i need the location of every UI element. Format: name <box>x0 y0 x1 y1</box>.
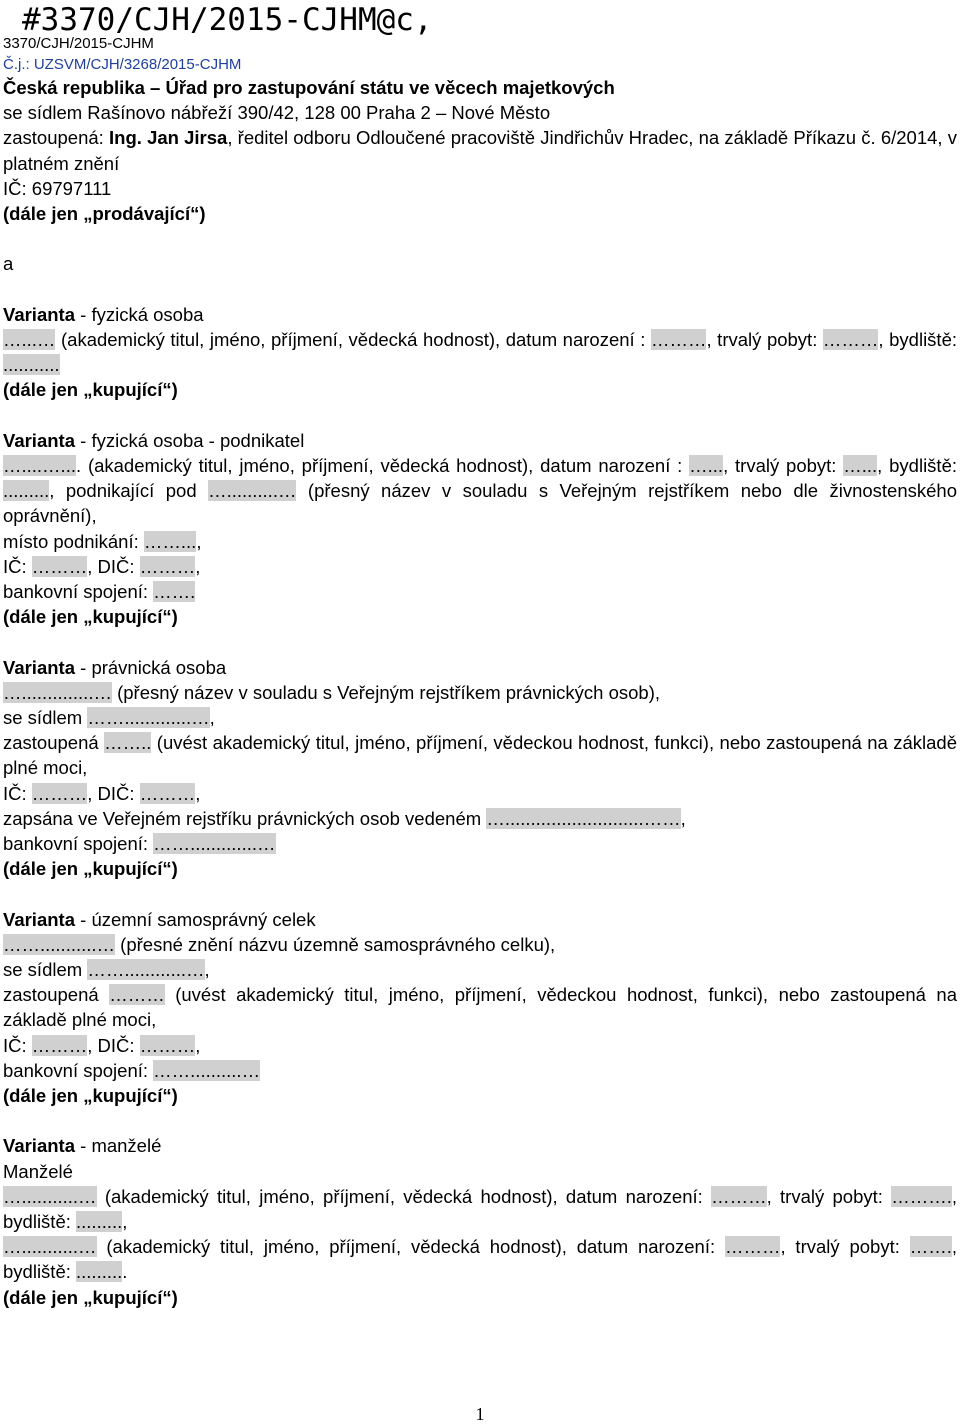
fill-rep: ……… <box>109 984 165 1006</box>
page-number: 1 <box>475 1404 485 1424</box>
document-header-id: #3370/CJH/2015-CJHM@c, <box>22 2 433 38</box>
legal-entity-rep <box>3 730 957 780</box>
text: (uvést akademický titul, jméno, příjmení, vědeckou hodnost, funkci), nebo zastoupená na základě plné moci, <box>3 984 957 1031</box>
fill-seat: ……............… <box>87 959 205 981</box>
fill-residence: ......... <box>76 1211 123 1233</box>
rep-rest: , ředitel odboru Odloučené pracoviště Jindřichův Hradec, na základě Příkazu č. 6/2014, v platném znění <box>3 127 957 174</box>
legal-entity-seat <box>3 705 957 730</box>
fill-business-name: …..........… <box>208 480 297 502</box>
variant-natural-person-details <box>3 327 957 377</box>
fill-birth: ……… <box>650 329 707 350</box>
seller-alias: (dále jen „prodávající“) <box>3 203 206 225</box>
municipality-seat <box>3 957 957 982</box>
fill-birth: …... <box>689 455 724 476</box>
variant-entrepreneur-title <box>3 428 957 453</box>
fill-permanent: …... <box>843 455 878 476</box>
spouses-subtitle: Manželé <box>3 1160 73 1182</box>
rep-name: Ing. Jan Jirsa <box>109 127 228 149</box>
variant-entrepreneur-details <box>3 453 957 529</box>
fill-name: …..............… <box>3 681 112 703</box>
fill-name: …...........… <box>3 1185 97 1207</box>
text: , <box>196 530 202 552</box>
fill-permanent: ……… <box>822 329 879 350</box>
fill-place: ……... <box>143 530 197 552</box>
fill-bank: ……..........… <box>153 1059 261 1081</box>
text: (akademický titul, jméno, příjmení, vědecká hodnost), datum narození : <box>55 329 651 350</box>
text: , trvalý pobyt: <box>706 329 823 350</box>
text: . (akademický titul, jméno, příjmení, vědecká hodnost), datum narození : <box>75 455 690 476</box>
variant-title: - fyzická osoba <box>75 303 204 325</box>
buyer-alias: (dále jen „kupující“) <box>3 1286 178 1308</box>
entrepreneur-bank <box>3 579 957 604</box>
text: , <box>680 807 686 829</box>
fill-bank: ……. <box>153 581 196 603</box>
variant-label: Varianta <box>3 303 75 325</box>
buyer-alias: (dále jen „kupující“) <box>3 606 178 628</box>
text: zapsána ve Veřejném rejstříku právnických osob vedeném <box>3 807 487 829</box>
conjunction: a <box>3 253 14 275</box>
legal-entity-bank <box>3 831 957 856</box>
text: , <box>195 555 201 577</box>
text: , DIČ: <box>87 1034 140 1056</box>
fill-permanent: ………. <box>891 1185 952 1207</box>
buyer-alias: (dále jen „kupující“) <box>3 1085 178 1107</box>
fill-name: ……...........… <box>3 933 116 955</box>
fill-name: …...… <box>3 329 56 350</box>
fill-residence: ......... <box>76 1261 123 1283</box>
variant-municipality-title <box>3 907 957 932</box>
municipality-bank <box>3 1058 957 1083</box>
fill-ic: ……… <box>31 555 88 577</box>
text: , bydliště: <box>878 329 957 350</box>
text: se sídlem <box>3 959 88 981</box>
text: , <box>122 1211 128 1233</box>
fill-bank: …….............… <box>153 833 276 855</box>
text: , trvalý pobyt: <box>723 455 844 476</box>
seller-representative <box>3 125 957 175</box>
text: IČ: <box>3 1034 32 1056</box>
variant-label: Varianta <box>3 908 75 930</box>
text: IČ: <box>3 555 32 577</box>
reference-cj: Č.j.: UZSVM/CJH/3268/2015-CJHM <box>3 56 242 73</box>
spouse-1-details <box>3 1184 957 1234</box>
seller-name: Česká republika – Úřad pro zastupování státu ve věcech majetkových <box>3 77 615 98</box>
variant-title: - územní samosprávný celek <box>75 908 316 930</box>
fill-permanent: ……. <box>909 1236 952 1258</box>
text: místo podnikání: <box>3 530 144 552</box>
text: zastoupená <box>3 732 105 754</box>
entrepreneur-ids <box>3 554 957 579</box>
text: , bydliště: <box>877 455 957 476</box>
variant-title: - právnická osoba <box>75 656 227 678</box>
text: zastoupená <box>3 984 110 1006</box>
text: , <box>195 782 201 804</box>
text: , <box>209 707 215 729</box>
text: (uvést akademický titul, jméno, příjmení, vědeckou hodnost, funkci), nebo zastoupená na základě plné moci, <box>3 732 957 779</box>
spacer <box>3 629 957 654</box>
text: . <box>122 1261 128 1283</box>
municipality-ids <box>3 1033 957 1058</box>
buyer-alias: (dále jen „kupující“) <box>3 858 178 880</box>
fill-residence: ........... <box>3 354 60 376</box>
text: , <box>195 1034 201 1056</box>
spacer <box>3 226 957 251</box>
fill-dic: ……… <box>139 1034 196 1056</box>
seller-ic: IČ: 69797111 <box>3 177 112 199</box>
variant-spouses-title <box>3 1133 957 1158</box>
legal-entity-name <box>3 680 957 705</box>
spacer <box>3 403 957 428</box>
variant-title: - fyzická osoba - podnikatel <box>75 429 305 451</box>
spacer <box>3 277 957 302</box>
text: IČ: <box>3 782 32 804</box>
fill-ic: ……… <box>31 782 88 804</box>
reference-number: 3370/CJH/2015-CJHM <box>3 35 154 52</box>
fill-seat: …….............… <box>87 707 210 729</box>
legal-entity-ids <box>3 781 957 806</box>
fill-dic: ……… <box>139 782 196 804</box>
text: bankovní spojení: <box>3 1059 154 1081</box>
text: (akademický titul, jméno, příjmení, vědecká hodnost), datum narození: <box>96 1185 712 1207</box>
fill-birth: ……… <box>711 1185 767 1207</box>
fill-register: …...........................…… <box>486 807 681 829</box>
variant-legal-entity-title <box>3 655 957 680</box>
text: , trvalý pobyt: <box>780 1236 910 1258</box>
variant-label: Varianta <box>3 429 75 451</box>
fill-dic: ……… <box>139 555 196 577</box>
text: bankovní spojení: <box>3 581 154 603</box>
fill-name: …...........… <box>3 1236 97 1258</box>
text: (přesné znění názvu územně samosprávného celku), <box>115 933 556 955</box>
spacer <box>3 1108 957 1133</box>
text: (přesný název v souladu s Veřejným rejstříkem právnických osob), <box>111 681 660 703</box>
text: bankovní spojení: <box>3 833 154 855</box>
text: (akademický titul, jméno, příjmení, vědecká hodnost), datum narození: <box>96 1236 725 1258</box>
variant-label: Varianta <box>3 656 75 678</box>
municipality-rep <box>3 982 957 1032</box>
entrepreneur-place <box>3 529 957 554</box>
spouse-2-details <box>3 1234 957 1284</box>
variant-title: - manželé <box>75 1135 162 1157</box>
rep-label: zastoupená: <box>3 127 109 149</box>
text: , trvalý pobyt: <box>766 1185 892 1207</box>
buyer-alias: (dále jen „kupující“) <box>3 379 178 401</box>
text: , <box>204 959 210 981</box>
fill-residence: ......... <box>3 480 50 502</box>
text: , DIČ: <box>87 782 140 804</box>
contract-parties <box>3 33 957 1310</box>
variant-natural-person-title <box>3 302 957 327</box>
seller-seat: se sídlem Rašínovo nábřeží 390/42, 128 00 Praha 2 – Nové Město <box>3 102 551 124</box>
variant-label: Varianta <box>3 1135 75 1157</box>
text: , bydliště: <box>3 1185 957 1233</box>
fill-ic: ……… <box>31 1034 88 1056</box>
spacer <box>3 881 957 906</box>
fill-rep: …….. <box>104 732 152 754</box>
text: (přesný název v souladu s Veřejným rejstříkem nebo dle živnostenského oprávnění), <box>3 480 957 527</box>
fill-birth: ……… <box>724 1236 781 1258</box>
text: se sídlem <box>3 707 88 729</box>
text: , DIČ: <box>87 555 140 577</box>
fill-name: …....…... <box>3 455 76 476</box>
text: , podnikající pod <box>49 480 209 502</box>
legal-entity-register <box>3 806 957 831</box>
municipality-name <box>3 932 957 957</box>
text: , bydliště: <box>3 1236 957 1283</box>
